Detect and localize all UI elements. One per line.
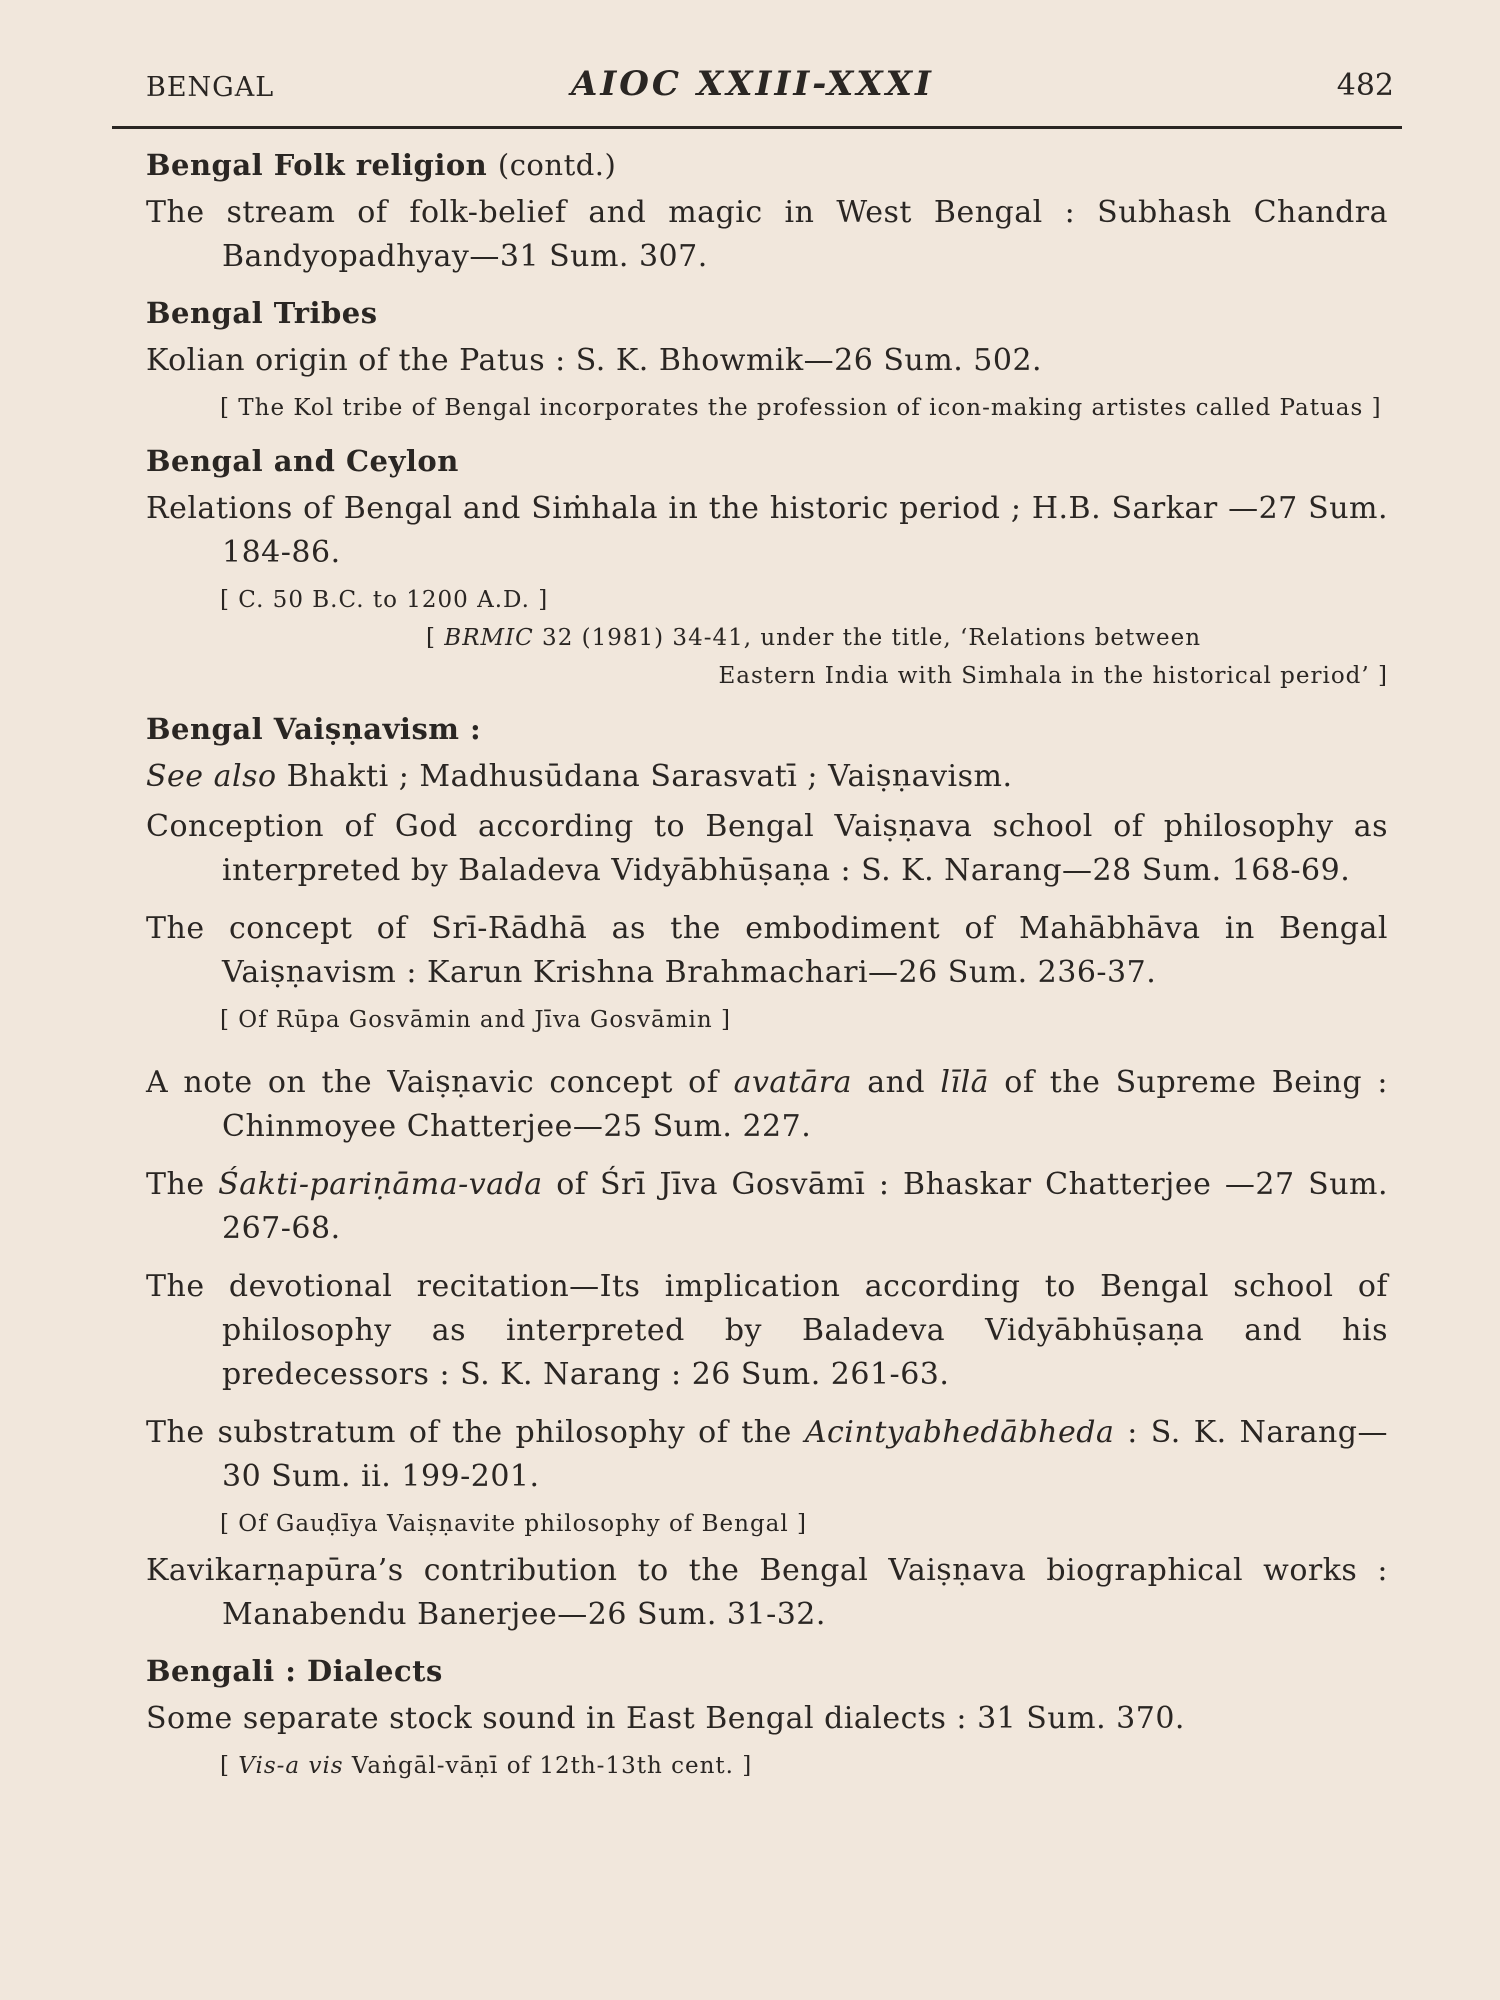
entry-note: [ Of Rūpa Gosvāmin and Jīva Gosvāmin ] [220, 1007, 732, 1033]
bibliography-entry: A note on the Vaiṣṇavic concept of avatāra and līlā of the Supreme Being : Chinmoyee Chatterjee—25 Sum. 227. [146, 1065, 1388, 1144]
see-also-entry: See also Bhakti ; Madhusūdana Sarasvatī ; Vaiṣṇavism. [146, 759, 1013, 794]
running-head-title: AIOC XXIII-XXXI [571, 64, 934, 104]
entry-note: [ Vis-a vis Vaṅgāl-vāṇī of 12th-13th cent. ] [220, 1753, 753, 1779]
section-heading-ceylon: Bengal and Ceylon [146, 444, 459, 478]
entry-note-reference: [ BRMIC 32 (1981) 34-41, under the title, ‘Relations between Eastern India with Simhala in the historical period’ ] [426, 625, 1388, 689]
bibliography-entry: Relations of Bengal and Siṁhala in the historic period ; H.B. Sarkar —27 Sum. 184-86. [146, 491, 1388, 570]
entry-note: [ Of Gauḍīya Vaiṣṇavite philosophy of Bengal ] [220, 1511, 808, 1537]
section-heading-dialects: Bengali : Dialects [146, 1654, 443, 1688]
bibliography-entry: The Śakti-pariṇāma-vada of Śrī Jīva Gosvāmī : Bhaskar Chatterjee —27 Sum. 267-68. [146, 1167, 1388, 1246]
bibliography-entry: Conception of God according to Bengal Vaiṣṇava school of philosophy as interpreted by Baladeva Vidyābhūṣaṇa : S. K. Narang—28 Sum. 168-69. [146, 809, 1388, 888]
entry-note: [ The Kol tribe of Bengal incorporates the profession of icon-making artistes called Patuas ] [220, 395, 1382, 421]
bibliography-entry: The concept of Srī-Rādhā as the embodiment of Mahābhāva in Bengal Vaiṣṇavism : Karun Krishna Brahmachari—26 Sum. 236-37. [146, 911, 1388, 990]
bibliography-entry: The substratum of the philosophy of the Acintyabhedābheda : S. K. Narang—30 Sum. ii. 199-201. [146, 1415, 1389, 1494]
section-heading-tribes: Bengal Tribes [146, 296, 378, 330]
journal-abbrev: BRMIC [444, 625, 534, 651]
bibliography-entry: The devotional recitation—Its implication according to Bengal school of philosophy as interpreted by Baladeva Vidyābhūṣaṇa and his predecessors : S. K. Narang : 26 Sum. 261-63. [146, 1269, 1388, 1392]
section-heading-folk-religion [146, 145, 1388, 185]
entry-note: [ C. 50 B.C. to 1200 A.D. ] [220, 587, 549, 613]
running-head-section: BENGAL [146, 72, 275, 103]
running-head [146, 60, 1394, 112]
bibliography-entry: Kolian origin of the Patus : S. K. Bhowmik—26 Sum. 502. [146, 343, 1043, 378]
heading-text: Bengal Folk religion [146, 148, 488, 182]
bibliography-entry: Kavikarṇapūra’s contribution to the Bengal Vaiṣṇava biographical works : Manabendu Banerjee—26 Sum. 31-32. [146, 1553, 1388, 1632]
bibliography-entry: Some separate stock sound in East Bengal dialects : 31 Sum. 370. [146, 1701, 1185, 1736]
bibliography-entry: The stream of folk-belief and magic in West Bengal : Subhash Chandra Bandyopadhyay—31 Sum. 307. [146, 195, 1388, 274]
page-number: 482 [1336, 68, 1394, 103]
header-rule [112, 126, 1402, 129]
index-body [146, 145, 1388, 1785]
section-heading-vaisnavism: Bengal Vaiṣṇavism : [146, 712, 482, 746]
heading-contd: (contd.) [497, 148, 617, 182]
see-also-label: See also [146, 759, 277, 794]
